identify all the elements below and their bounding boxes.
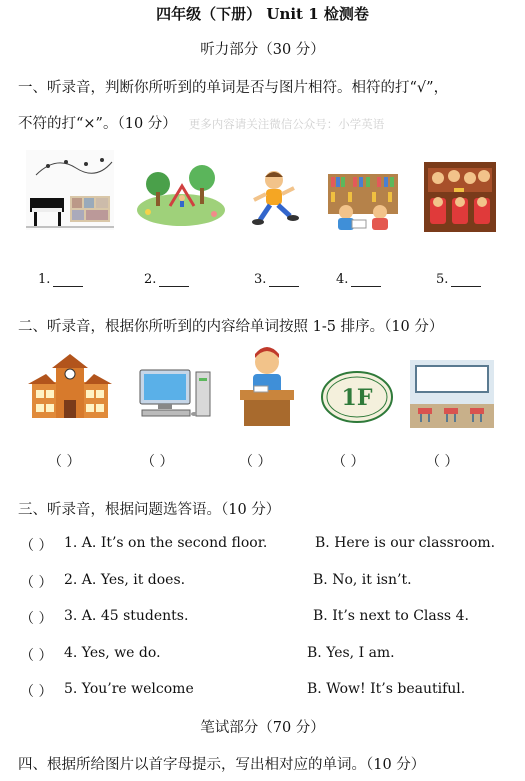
classroom-picture [410,360,494,428]
option-a: 3. A. 45 students. [64,608,189,624]
park-playground-picture [136,160,226,228]
question-row-1 [20,535,510,555]
option-b: B. Yes, I am. [307,645,395,661]
order-bracket-3[interactable]: （ ） [239,454,272,470]
running-boy-picture [248,168,300,226]
answer-blank-2[interactable] [144,272,189,287]
option-a: 5. You’re welcome [64,681,194,697]
part3-instruction: 三、听录音，根据问题选答语。（10 分） [18,502,281,518]
written-heading: 笔试部分（70 分） [200,720,325,736]
computer-picture [134,368,214,418]
order-bracket-4[interactable]: （ ） [332,454,365,470]
part1-instruction-line1: 一、听录音，判断你所听到的单词是否与图片相符。相符的打“√”， [18,80,449,96]
part1-instruction-text: 不符的打“×”。（10 分） [18,116,177,132]
answer-bracket[interactable]: （ ） [20,538,53,554]
answer-blank-4[interactable] [336,272,381,287]
teacher-desk-picture [236,346,298,428]
order-bracket-1[interactable]: （ ） [48,454,81,470]
blank-number: 1. [38,272,51,287]
school-building-picture [26,352,114,422]
question-row-2 [20,572,510,592]
blank-number: 5. [436,272,449,287]
part2-instruction: 二、听录音，根据你所听到的内容给单词按照 1-5 排序。（10 分） [18,319,444,335]
watermark-text: 更多内容请关注微信公众号：小学英语 [188,117,385,131]
question-row-4 [20,645,510,665]
page-title: 四年级（下册） Unit 1 检测卷 [156,5,369,23]
answer-blank-3[interactable] [254,272,299,287]
blank-number: 3. [254,272,267,287]
order-bracket-2[interactable]: （ ） [141,454,174,470]
answer-blank-1[interactable] [38,272,83,287]
option-b: B. Wow! It’s beautiful. [307,681,466,697]
question-row-3 [20,608,510,628]
blank-number: 4. [336,272,349,287]
option-a: 2. A. Yes, it does. [64,572,186,588]
order-bracket-5[interactable]: （ ） [426,454,459,470]
answer-bracket[interactable]: （ ） [20,648,53,664]
library-readers-picture [326,172,400,232]
listening-heading: 听力部分（30 分） [200,42,325,58]
answer-blank-5[interactable] [436,272,481,287]
piano-music-room-picture [26,150,114,230]
option-a: 4. Yes, we do. [64,645,161,661]
option-b: B. It’s next to Class 4. [313,608,469,624]
blank-number: 2. [144,272,157,287]
answer-bracket[interactable]: （ ） [20,684,53,700]
answer-bracket[interactable]: （ ） [20,611,53,627]
part1-instruction-line2 [18,112,384,133]
option-b: B. No, it isn’t. [313,572,412,588]
first-floor-sign-picture [320,370,394,424]
music-band-picture [424,162,496,232]
option-b: B. Here is our classroom. [315,535,496,551]
question-row-5 [20,681,510,701]
part4-instruction: 四、根据所给图片以首字母提示，写出相对应的单词。（10 分） [18,757,426,773]
sign-label: 1F [341,385,373,411]
option-a: 1. A. It’s on the second floor. [64,535,268,551]
answer-bracket[interactable]: （ ） [20,575,53,591]
